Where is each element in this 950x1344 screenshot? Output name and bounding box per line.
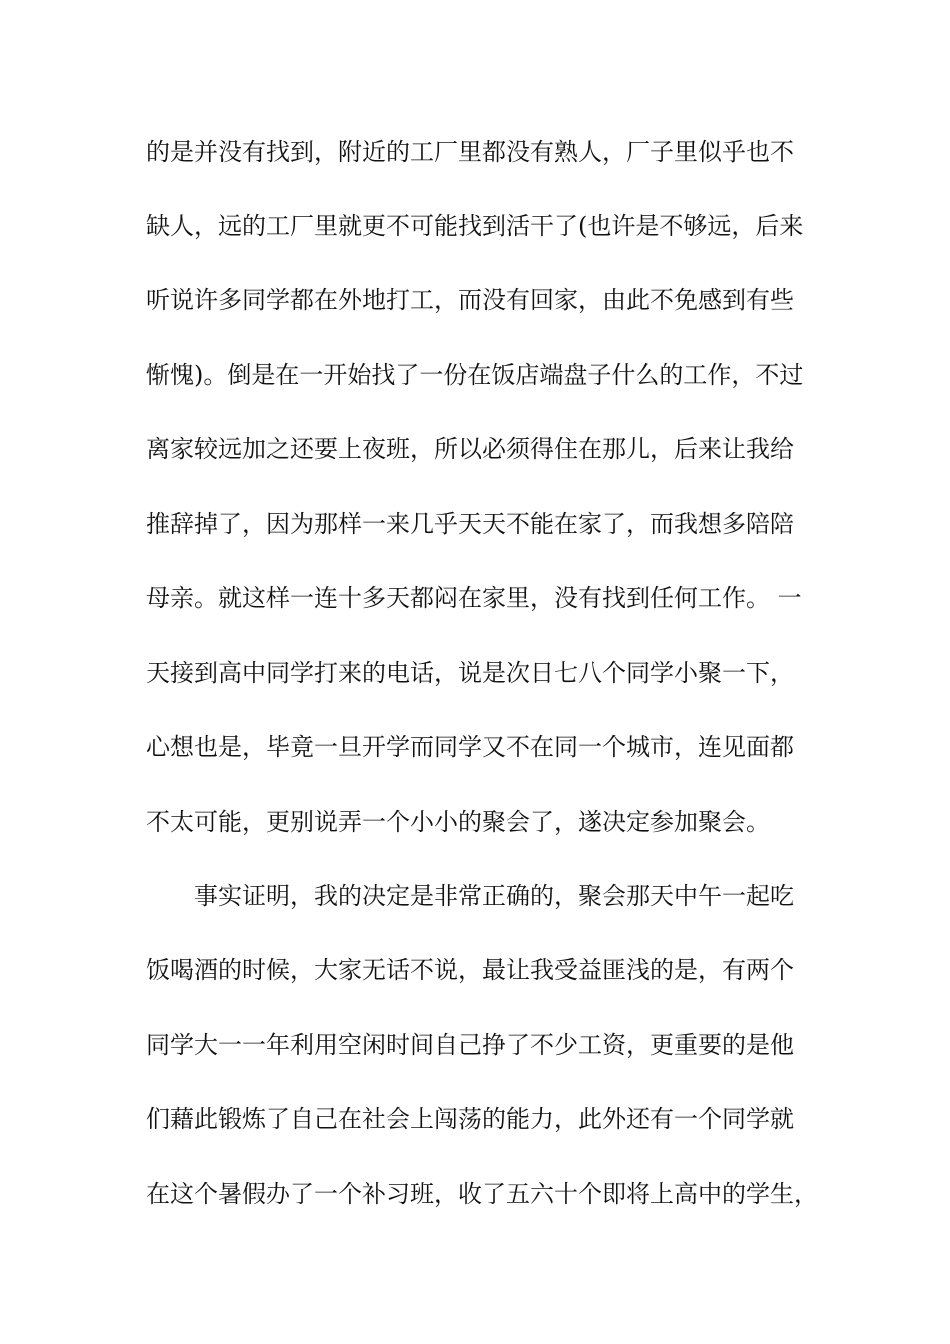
text-line: 惭愧)。倒是在一开始找了一份在饭店端盘子什么的工作，不过 (146, 361, 804, 389)
text-line: 不太可能，更别说弄一个小小的聚会了，遂决定参加聚会。 (146, 808, 770, 836)
text-line: 心想也是，毕竟一旦开学而同学又不在同一个城市，连见面都 (146, 733, 794, 761)
text-line: 母亲。就这样一连十多天都闷在家里，没有找到任何工作。 一 (146, 584, 802, 612)
text-line: 在这个暑假办了一个补习班，收了五六十个即将上高中的学生， (146, 1180, 818, 1208)
text-line: 缺人，远的工厂里就更不可能找到活干了(也许是不够远，后来 (146, 212, 804, 240)
text-line: 同学大一一年利用空闲时间自己挣了不少工资，更重要的是他 (146, 1031, 794, 1059)
text-line: 们藉此锻炼了自己在社会上闯荡的能力，此外还有一个同学就 (146, 1105, 794, 1133)
text-line: 听说许多同学都在外地打工，而没有回家，由此不免感到有些 (146, 286, 794, 314)
text-line: 推辞掉了，因为那样一来几乎天天不能在家了，而我想多陪陪 (146, 510, 794, 538)
text-line: 天接到高中同学打来的电话，说是次日七八个同学小聚一下， (146, 659, 794, 687)
text-line: 离家较远加之还要上夜班，所以必须得住在那儿，后来让我给 (146, 435, 794, 463)
text-line: 的是并没有找到，附近的工厂里都没有熟人，厂子里似乎也不 (146, 138, 794, 166)
text-line: 饭喝酒的时候，大家无话不说，最让我受益匪浅的是，有两个 (146, 956, 794, 984)
paragraph-first-line: 事实证明，我的决定是非常正确的，聚会那天中午一起吃 (194, 882, 794, 910)
